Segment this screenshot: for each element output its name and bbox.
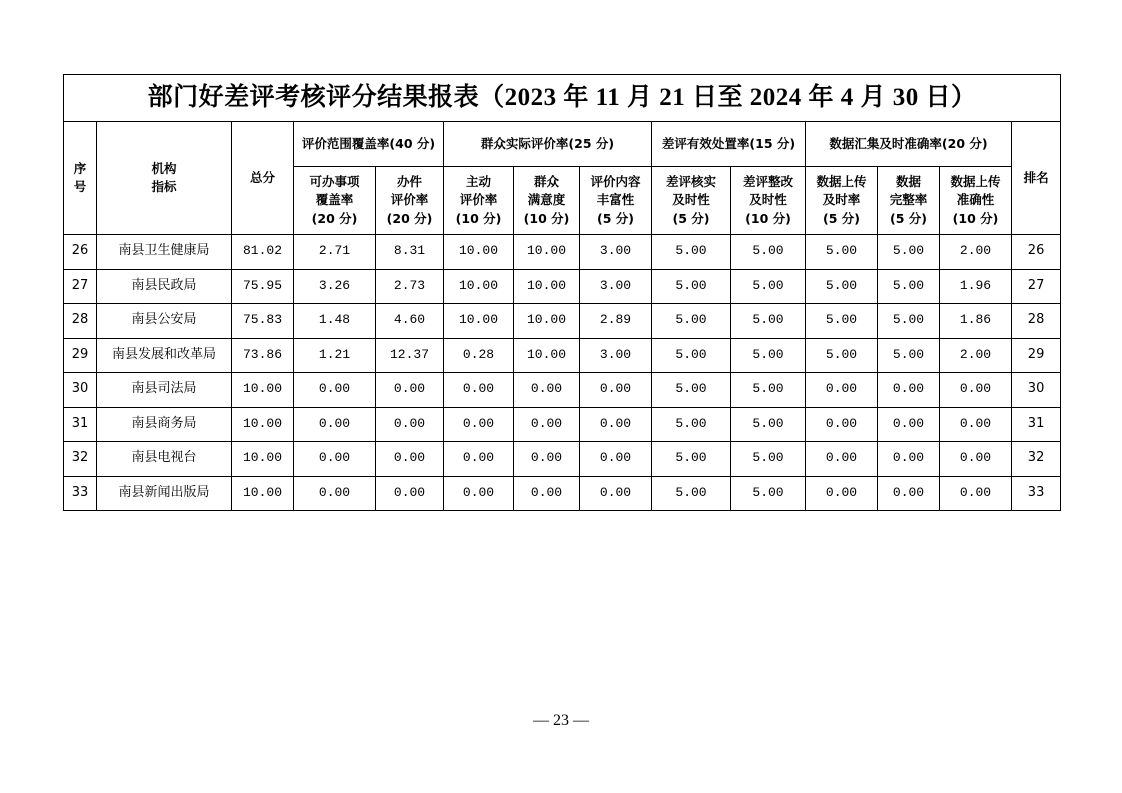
cell-s5: 3.00 <box>580 269 652 304</box>
cell-seq: 30 <box>64 373 97 408</box>
cell-s7: 5.00 <box>731 407 806 442</box>
cell-s10: 0.00 <box>940 476 1012 511</box>
cell-s1: 1.21 <box>294 338 376 373</box>
cell-s5: 2.89 <box>580 304 652 339</box>
cell-s10: 2.00 <box>940 338 1012 373</box>
cell-s3: 0.00 <box>444 476 514 511</box>
cell-total: 73.86 <box>232 338 294 373</box>
header-org: 机构 指标 <box>97 122 232 235</box>
cell-total: 10.00 <box>232 442 294 477</box>
header-sub-7: 差评整改 及时性 (10 分) <box>731 167 806 235</box>
cell-s4: 0.00 <box>514 442 580 477</box>
cell-rank: 29 <box>1012 338 1061 373</box>
cell-s1: 2.71 <box>294 235 376 270</box>
cell-s2: 0.00 <box>376 407 444 442</box>
cell-s1: 1.48 <box>294 304 376 339</box>
cell-s8: 0.00 <box>806 407 878 442</box>
cell-s7: 5.00 <box>731 269 806 304</box>
cell-s3: 0.00 <box>444 407 514 442</box>
header-sub-2: 办件 评价率 (20 分) <box>376 167 444 235</box>
header-seq: 序 号 <box>64 122 97 235</box>
cell-s6: 5.00 <box>652 269 731 304</box>
cell-s9: 0.00 <box>878 407 940 442</box>
cell-s10: 0.00 <box>940 407 1012 442</box>
cell-s1: 0.00 <box>294 373 376 408</box>
cell-s9: 5.00 <box>878 304 940 339</box>
cell-s4: 10.00 <box>514 269 580 304</box>
header-total: 总分 <box>232 122 294 235</box>
cell-s10: 0.00 <box>940 373 1012 408</box>
cell-s5: 0.00 <box>580 442 652 477</box>
table-row <box>64 338 1061 373</box>
cell-seq: 29 <box>64 338 97 373</box>
cell-total: 75.83 <box>232 304 294 339</box>
table-row <box>64 442 1061 477</box>
cell-s1: 3.26 <box>294 269 376 304</box>
cell-s10: 2.00 <box>940 235 1012 270</box>
cell-org: 南县民政局 <box>97 269 232 304</box>
cell-s7: 5.00 <box>731 442 806 477</box>
header-sub-6: 差评核实 及时性 (5 分) <box>652 167 731 235</box>
header-group-bad-review-handling: 差评有效处置率(15 分) <box>652 122 806 167</box>
cell-org: 南县新闻出版局 <box>97 476 232 511</box>
cell-s3: 10.00 <box>444 269 514 304</box>
report-title: 部门好差评考核评分结果报表（2023 年 11 月 21 日至 2024 年 4 月 30 日） <box>64 75 1061 122</box>
cell-s9: 0.00 <box>878 476 940 511</box>
cell-s8: 5.00 <box>806 338 878 373</box>
cell-s6: 5.00 <box>652 235 731 270</box>
cell-s9: 5.00 <box>878 338 940 373</box>
cell-rank: 30 <box>1012 373 1061 408</box>
cell-seq: 28 <box>64 304 97 339</box>
cell-s5: 0.00 <box>580 407 652 442</box>
cell-total: 10.00 <box>232 373 294 408</box>
cell-seq: 27 <box>64 269 97 304</box>
table-row <box>64 269 1061 304</box>
cell-total: 10.00 <box>232 407 294 442</box>
cell-org: 南县发展和改革局 <box>97 338 232 373</box>
cell-s6: 5.00 <box>652 373 731 408</box>
cell-rank: 28 <box>1012 304 1061 339</box>
header-sub-5: 评价内容 丰富性 (5 分) <box>580 167 652 235</box>
cell-s2: 0.00 <box>376 476 444 511</box>
table-row <box>64 235 1061 270</box>
cell-s8: 5.00 <box>806 269 878 304</box>
cell-s6: 5.00 <box>652 338 731 373</box>
cell-seq: 26 <box>64 235 97 270</box>
cell-org: 南县电视台 <box>97 442 232 477</box>
score-report-table <box>63 74 1061 511</box>
cell-s7: 5.00 <box>731 476 806 511</box>
header-sub-9: 数据 完整率 (5 分) <box>878 167 940 235</box>
cell-s5: 0.00 <box>580 476 652 511</box>
cell-org: 南县卫生健康局 <box>97 235 232 270</box>
cell-s9: 5.00 <box>878 235 940 270</box>
cell-s6: 5.00 <box>652 442 731 477</box>
cell-s7: 5.00 <box>731 338 806 373</box>
cell-s3: 0.00 <box>444 373 514 408</box>
cell-s8: 0.00 <box>806 442 878 477</box>
cell-s2: 4.60 <box>376 304 444 339</box>
cell-rank: 27 <box>1012 269 1061 304</box>
cell-rank: 33 <box>1012 476 1061 511</box>
cell-s10: 1.96 <box>940 269 1012 304</box>
header-sub-4: 群众 满意度 (10 分) <box>514 167 580 235</box>
header-group-public-rating: 群众实际评价率(25 分) <box>444 122 652 167</box>
header-rank: 排名 <box>1012 122 1061 235</box>
header-sub-8: 数据上传 及时率 (5 分) <box>806 167 878 235</box>
cell-s3: 0.28 <box>444 338 514 373</box>
cell-org: 南县商务局 <box>97 407 232 442</box>
header-sub-10: 数据上传 准确性 (10 分) <box>940 167 1012 235</box>
cell-s3: 10.00 <box>444 304 514 339</box>
cell-s1: 0.00 <box>294 407 376 442</box>
cell-s7: 5.00 <box>731 235 806 270</box>
cell-s3: 10.00 <box>444 235 514 270</box>
cell-s9: 5.00 <box>878 269 940 304</box>
table-row <box>64 407 1061 442</box>
cell-s1: 0.00 <box>294 442 376 477</box>
cell-s6: 5.00 <box>652 476 731 511</box>
cell-seq: 33 <box>64 476 97 511</box>
cell-s4: 10.00 <box>514 304 580 339</box>
cell-s8: 5.00 <box>806 304 878 339</box>
cell-s7: 5.00 <box>731 304 806 339</box>
cell-rank: 32 <box>1012 442 1061 477</box>
cell-s2: 0.00 <box>376 373 444 408</box>
cell-total: 10.00 <box>232 476 294 511</box>
cell-s4: 10.00 <box>514 235 580 270</box>
header-sub-3: 主动 评价率 (10 分) <box>444 167 514 235</box>
header-group-coverage: 评价范围覆盖率(40 分) <box>294 122 444 167</box>
cell-seq: 32 <box>64 442 97 477</box>
cell-s6: 5.00 <box>652 407 731 442</box>
cell-s9: 0.00 <box>878 442 940 477</box>
cell-org: 南县公安局 <box>97 304 232 339</box>
cell-s7: 5.00 <box>731 373 806 408</box>
cell-s10: 0.00 <box>940 442 1012 477</box>
cell-s5: 3.00 <box>580 235 652 270</box>
cell-s9: 0.00 <box>878 373 940 408</box>
cell-s4: 0.00 <box>514 373 580 408</box>
cell-s2: 0.00 <box>376 442 444 477</box>
cell-rank: 31 <box>1012 407 1061 442</box>
cell-s2: 8.31 <box>376 235 444 270</box>
cell-s5: 3.00 <box>580 338 652 373</box>
table-row <box>64 304 1061 339</box>
cell-rank: 26 <box>1012 235 1061 270</box>
cell-org: 南县司法局 <box>97 373 232 408</box>
table-row <box>64 476 1061 511</box>
cell-s10: 1.86 <box>940 304 1012 339</box>
cell-s8: 0.00 <box>806 476 878 511</box>
header-sub-1: 可办事项 覆盖率 (20 分) <box>294 167 376 235</box>
cell-s4: 0.00 <box>514 476 580 511</box>
cell-s3: 0.00 <box>444 442 514 477</box>
cell-s5: 0.00 <box>580 373 652 408</box>
cell-s4: 0.00 <box>514 407 580 442</box>
cell-s4: 10.00 <box>514 338 580 373</box>
cell-total: 81.02 <box>232 235 294 270</box>
table-row <box>64 373 1061 408</box>
header-group-data-accuracy: 数据汇集及时准确率(20 分) <box>806 122 1012 167</box>
cell-s2: 12.37 <box>376 338 444 373</box>
page-number: — 23 — <box>533 712 589 729</box>
cell-s6: 5.00 <box>652 304 731 339</box>
cell-s8: 5.00 <box>806 235 878 270</box>
cell-s8: 0.00 <box>806 373 878 408</box>
cell-total: 75.95 <box>232 269 294 304</box>
cell-s1: 0.00 <box>294 476 376 511</box>
cell-seq: 31 <box>64 407 97 442</box>
cell-s2: 2.73 <box>376 269 444 304</box>
